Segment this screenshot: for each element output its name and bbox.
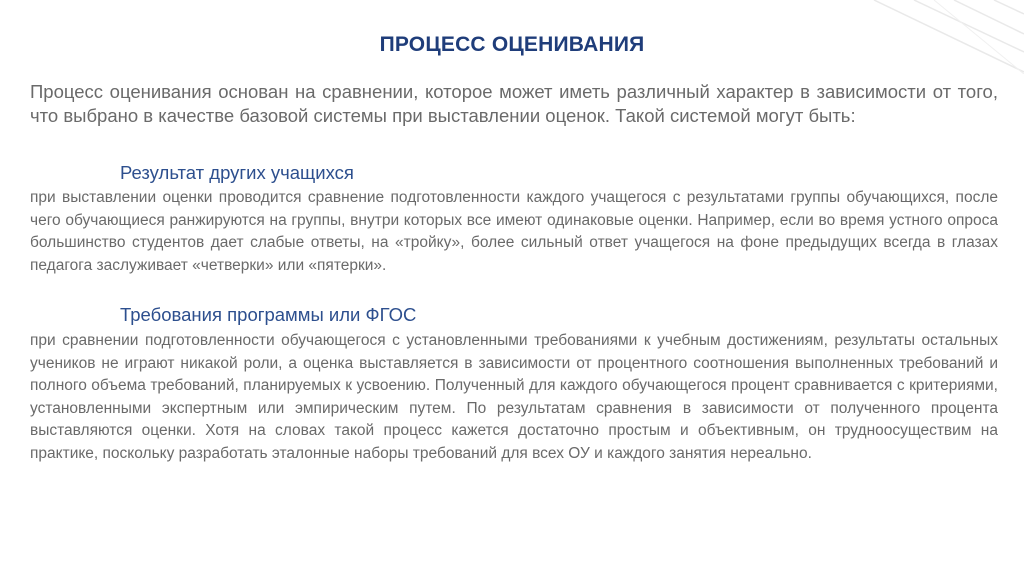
section-heading-other-students: Результат других учащихся <box>120 162 354 183</box>
section-heading-program-requirements: Требования программы или ФГОС <box>120 304 417 325</box>
intro-paragraph: Процесс оценивания основан на сравнении, которое может иметь различный характер в зависимости от того, что выбрано в качестве базовой системы при выставлении оценок. Такой системой могут быть: <box>30 81 998 126</box>
section-text-program-requirements: при сравнении подготовленности обучающегося с установленными требованиями к учебным достижениям, результаты остальных учеников не играют никакой роли, а оценка выставляется в зависимости от процентного соотношения выполненных требований и полного объема требований, планируемых к усвоению. Полученный для каждого обучающегося процент сравнивается с критериями, установленными экспертным или эмпирическим путем. По результатам сравнения в зависимости от полученного процента выставляются оценки. Хотя на словах такой процесс кажется достаточно простым и объективным, он трудноосуществим на практике, поскольку разработать эталонные наборы требований для всех ОУ и каждого занятия нереально. <box>30 332 998 462</box>
section-text-other-students: при выставлении оценки проводится сравнение подготовленности каждого учащегося с результатами группы обучающихся, после чего обучающиеся ранжируются на группы, внутри которых все имеют одинаковые оценки. Например, если во время устного опроса большинство студентов дает слабые ответы, на «тройку», более сильный ответ учащегося на фоне предыдущих всегда в глазах педагога заслуживает «четверки» или «пятерки». <box>30 189 998 274</box>
slide-title: ПРОЦЕСС ОЦЕНИВАНИЯ <box>379 33 645 56</box>
